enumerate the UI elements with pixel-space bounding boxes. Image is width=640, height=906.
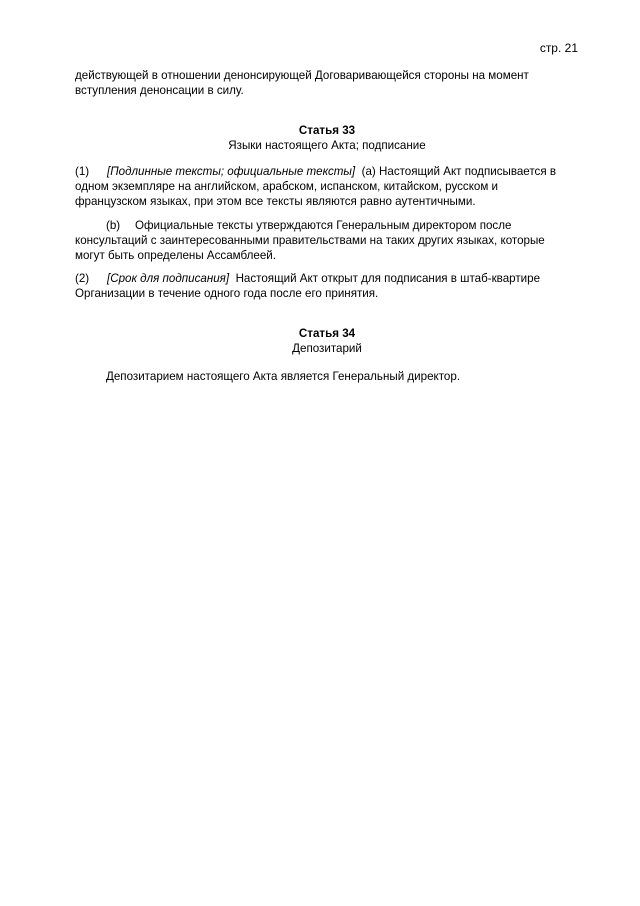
article-34-subtitle: Депозитарий <box>292 342 362 356</box>
article-33-title: Статья 33 <box>298 124 356 137</box>
paragraph-1-line-1 <box>75 164 575 179</box>
paragraph-1b-label: (b) <box>106 219 121 232</box>
paragraph-1-text-start: (a) Настоящий Акт подписывается в <box>361 165 556 178</box>
paragraph-2-line-1 <box>75 271 575 286</box>
paragraph-1-line-3: французском языках, при этом все тексты являются равно аутентичными. <box>75 195 476 209</box>
paragraph-1-line-2: одном экземпляре на английском, арабском, испанском, китайском, русском и <box>75 180 499 194</box>
article-34-paragraph <box>106 369 606 384</box>
article-33-paragraph-1b <box>75 218 575 264</box>
paragraph-2-number: (2) <box>75 272 90 285</box>
paragraph-2-line-2: Организации в течение одного года после его принятия. <box>75 287 379 301</box>
article-33-heading <box>75 123 579 153</box>
paragraph-1-heading: [Подлинные тексты; официальные тексты] <box>107 165 356 178</box>
paragraph-2-text-start: Настоящий Акт открыт для подписания в штаб-квартире <box>235 272 541 285</box>
article-33-paragraph-1 <box>75 164 575 210</box>
article-33-subtitle: Языки настоящего Акта; подписание <box>228 139 426 153</box>
continuation-paragraph <box>75 68 575 98</box>
paragraph-1b-text-start: Официальные тексты утверждаются Генеральным директором после <box>135 219 512 232</box>
article-34-title: Статья 34 <box>298 327 356 340</box>
continuation-line-2: вступления денонсации в силу. <box>75 84 244 98</box>
paragraph-2-heading: [Срок для подписания] <box>107 272 230 285</box>
paragraph-1-number: (1) <box>75 165 90 178</box>
paragraph-1b-line-3: могут быть определены Ассамблеей. <box>75 249 276 263</box>
article-33-paragraph-2 <box>75 271 575 301</box>
page-number: стр. 21 <box>539 41 578 55</box>
paragraph-1b-line-2: консультаций с заинтересованными правительствами на таких других языках, которые <box>75 234 545 248</box>
paragraph-1b-line-1 <box>75 218 575 233</box>
article-34-text: Депозитарием настоящего Акта является Генеральный директор. <box>106 370 461 383</box>
continuation-line-1: действующей в отношении денонсирующей Договаривающейся стороны на момент <box>75 69 529 82</box>
article-34-heading <box>75 326 579 356</box>
